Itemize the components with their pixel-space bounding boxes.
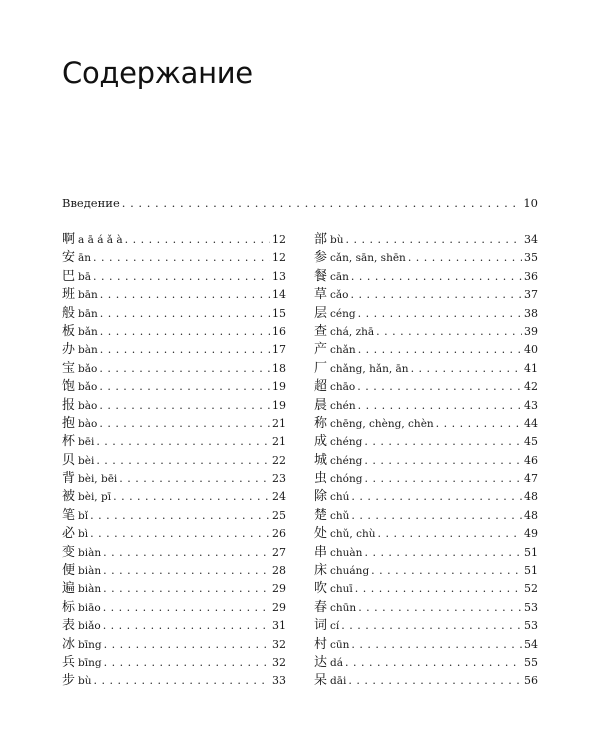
leader-dots bbox=[351, 509, 522, 522]
toc-entry-character: 村 bbox=[314, 636, 328, 652]
toc-entry[interactable] bbox=[62, 430, 286, 448]
toc-entry-pinyin: bǐ bbox=[78, 509, 89, 522]
toc-entry[interactable] bbox=[62, 246, 286, 264]
toc-entry-character: 班 bbox=[62, 287, 76, 303]
toc-entry-page: 42 bbox=[524, 380, 538, 394]
toc-entry-pinyin: dá bbox=[330, 656, 343, 669]
toc-entry-character: 串 bbox=[314, 544, 328, 560]
toc-entry-page: 35 bbox=[524, 251, 538, 265]
toc-entry-page: 54 bbox=[524, 637, 538, 651]
toc-intro-row[interactable] bbox=[62, 196, 538, 210]
toc-entry-character: 抱 bbox=[62, 415, 76, 431]
toc-entry-character: 必 bbox=[62, 526, 76, 542]
toc-entry[interactable] bbox=[314, 283, 538, 301]
toc-entry-page: 27 bbox=[272, 545, 286, 559]
toc-entry[interactable] bbox=[62, 449, 286, 467]
toc-entry-pinyin: bèi, bēi bbox=[78, 473, 118, 486]
toc-entry-character: 查 bbox=[314, 323, 328, 339]
leader-dots bbox=[345, 656, 522, 669]
toc-entry-pinyin: a ā á ǎ à bbox=[78, 234, 123, 246]
toc-entry-character: 被 bbox=[62, 489, 76, 505]
toc-intro-label: Введение bbox=[62, 196, 120, 210]
toc-entry-pinyin: chēng, chèng, chèn bbox=[330, 417, 434, 430]
toc-entry-pinyin: chóng bbox=[330, 473, 363, 486]
leader-dots bbox=[358, 399, 522, 412]
leader-dots bbox=[90, 509, 270, 522]
toc-entry[interactable] bbox=[314, 320, 538, 338]
leader-dots bbox=[99, 362, 270, 375]
toc-entry[interactable] bbox=[62, 651, 286, 669]
toc-entry-character: 层 bbox=[314, 305, 328, 321]
toc-entry-character: 报 bbox=[62, 397, 76, 413]
leader-dots bbox=[103, 546, 270, 559]
leader-dots bbox=[103, 619, 270, 632]
toc-entry-pinyin: bā bbox=[78, 270, 91, 283]
leader-dots bbox=[358, 601, 522, 614]
toc-entry[interactable] bbox=[62, 265, 286, 283]
toc-entry-page: 52 bbox=[524, 582, 538, 596]
toc-entry-pinyin: biǎo bbox=[78, 620, 101, 633]
toc-entry-page: 23 bbox=[272, 472, 286, 486]
toc-entry-pinyin: bēi bbox=[78, 436, 95, 449]
toc-entry[interactable] bbox=[314, 412, 538, 430]
leader-dots bbox=[357, 380, 522, 393]
toc-entry[interactable] bbox=[314, 430, 538, 448]
toc-entry-pinyin: bàn bbox=[78, 344, 98, 357]
toc-entry-pinyin: chǔ bbox=[330, 509, 350, 522]
leader-dots bbox=[94, 674, 271, 687]
toc-entry[interactable] bbox=[314, 559, 538, 577]
leader-dots bbox=[90, 527, 270, 540]
toc-entry-page: 29 bbox=[272, 600, 286, 614]
toc-entry-pinyin: bù bbox=[78, 675, 92, 688]
toc-entry-pinyin: chéng bbox=[330, 454, 363, 467]
toc-entry-pinyin: chá, zhā bbox=[330, 325, 375, 338]
leader-dots bbox=[96, 454, 270, 467]
toc-entry-pinyin: bào bbox=[78, 399, 98, 412]
leader-dots bbox=[104, 638, 270, 651]
toc-entry-page: 31 bbox=[272, 619, 286, 633]
toc-entry-page: 37 bbox=[524, 288, 538, 302]
toc-entry-character: 吹 bbox=[314, 581, 328, 597]
toc-entry[interactable] bbox=[62, 375, 286, 393]
toc-entry-character: 晨 bbox=[314, 397, 328, 413]
toc-entry[interactable] bbox=[314, 375, 538, 393]
toc-entry[interactable] bbox=[314, 302, 538, 320]
toc-entry-pinyin: dāi bbox=[330, 675, 347, 688]
leader-dots bbox=[96, 435, 270, 448]
toc-entry-page: 49 bbox=[524, 527, 538, 541]
toc-entry-pinyin: bì bbox=[78, 528, 89, 541]
leader-dots bbox=[371, 564, 522, 577]
toc-entry[interactable] bbox=[62, 541, 286, 559]
leader-dots bbox=[358, 343, 522, 356]
toc-entry-pinyin: bèi, pī bbox=[78, 491, 112, 504]
toc-entry-page: 25 bbox=[272, 508, 286, 522]
toc-entry[interactable] bbox=[62, 596, 286, 614]
toc-entry-page: 29 bbox=[272, 582, 286, 596]
toc-entry-pinyin: chǎn bbox=[330, 344, 356, 357]
toc-entry-page: 21 bbox=[272, 435, 286, 449]
toc-entry-pinyin: bǎn bbox=[78, 325, 98, 338]
toc-entry-character: 标 bbox=[62, 599, 76, 615]
leader-dots bbox=[411, 362, 522, 375]
toc-entry-character: 宝 bbox=[62, 360, 76, 376]
toc-entry-page: 17 bbox=[272, 343, 286, 357]
toc-entry[interactable] bbox=[62, 394, 286, 412]
toc-entry-pinyin: chú bbox=[330, 491, 350, 504]
leader-dots bbox=[341, 619, 522, 632]
toc-entry[interactable] bbox=[314, 265, 538, 283]
toc-entry[interactable] bbox=[314, 246, 538, 264]
toc-entry-page: 34 bbox=[524, 233, 538, 246]
toc-entry-pinyin: biàn bbox=[78, 546, 102, 559]
leader-dots bbox=[119, 472, 270, 485]
toc-entry-page: 21 bbox=[272, 416, 286, 430]
toc-entry-character: 餐 bbox=[314, 268, 328, 284]
leader-dots bbox=[436, 417, 522, 430]
toc-entry-page: 33 bbox=[272, 674, 286, 688]
leader-dots bbox=[104, 656, 270, 669]
toc-entry-page: 55 bbox=[524, 655, 538, 669]
toc-entry-pinyin: bèi bbox=[78, 454, 95, 467]
toc-entry[interactable] bbox=[62, 302, 286, 320]
toc-entry-character: 板 bbox=[62, 323, 76, 339]
toc-entry-page: 19 bbox=[272, 398, 286, 412]
toc-entry-character: 成 bbox=[314, 434, 328, 450]
toc-entry-pinyin: cǎo bbox=[330, 289, 349, 302]
toc-entry[interactable] bbox=[62, 504, 286, 522]
leader-dots bbox=[408, 251, 522, 264]
leader-dots bbox=[99, 399, 270, 412]
toc-entry-pinyin: chūn bbox=[330, 601, 357, 614]
toc-entry-character: 般 bbox=[62, 305, 76, 321]
toc-entry-character: 啊 bbox=[62, 232, 76, 247]
toc-entry[interactable] bbox=[314, 614, 538, 632]
toc-entry-character: 参 bbox=[314, 250, 328, 266]
leader-dots bbox=[99, 417, 270, 430]
toc-entry-character: 产 bbox=[314, 342, 328, 358]
toc-entry[interactable] bbox=[62, 559, 286, 577]
toc-entry-page: 36 bbox=[524, 269, 538, 283]
toc-entry[interactable] bbox=[314, 633, 538, 651]
toc-entry-page: 40 bbox=[524, 343, 538, 357]
leader-dots bbox=[100, 343, 270, 356]
toc-entry-page: 41 bbox=[524, 361, 538, 375]
toc-entry-pinyin: chén bbox=[330, 399, 356, 412]
leader-dots bbox=[378, 527, 522, 540]
toc-entry-pinyin: bīng bbox=[78, 656, 102, 669]
toc-entry-page: 14 bbox=[272, 288, 286, 302]
toc-entry-pinyin: chuáng bbox=[330, 565, 370, 578]
leader-dots bbox=[376, 325, 522, 338]
toc-entry-page: 16 bbox=[272, 324, 286, 338]
toc-entry-page: 53 bbox=[524, 600, 538, 614]
leader-dots bbox=[100, 325, 270, 338]
toc-entry-pinyin: biàn bbox=[78, 583, 102, 596]
toc-entry-character: 步 bbox=[62, 673, 76, 689]
toc-entry[interactable] bbox=[314, 467, 538, 485]
toc-entry-page: 32 bbox=[272, 637, 286, 651]
toc-entry-character: 城 bbox=[314, 452, 328, 468]
toc-entry[interactable] bbox=[314, 357, 538, 375]
toc-entry[interactable] bbox=[62, 467, 286, 485]
leader-dots bbox=[93, 251, 270, 264]
toc-entry-character: 春 bbox=[314, 599, 328, 615]
toc-entry-page: 13 bbox=[272, 269, 286, 283]
toc-entry-character: 处 bbox=[314, 526, 328, 542]
leader-dots bbox=[346, 233, 523, 246]
toc-entry-page: 51 bbox=[524, 564, 538, 578]
leader-dots bbox=[122, 196, 522, 210]
toc-entry[interactable] bbox=[62, 357, 286, 375]
toc-entry[interactable] bbox=[314, 651, 538, 669]
leader-dots bbox=[364, 454, 522, 467]
toc-entry[interactable] bbox=[314, 577, 538, 595]
toc-entry-character: 安 bbox=[62, 250, 76, 266]
toc-entry-pinyin: biāo bbox=[78, 601, 101, 614]
leader-dots bbox=[364, 472, 522, 485]
toc-entry-pinyin: cǎn, sān, shēn bbox=[330, 252, 406, 265]
toc-entry-character: 超 bbox=[314, 379, 328, 395]
leader-dots bbox=[99, 380, 270, 393]
toc-entry-page: 45 bbox=[524, 435, 538, 449]
leader-dots bbox=[355, 582, 522, 595]
toc-entry[interactable] bbox=[62, 522, 286, 540]
toc-entry-character: 饱 bbox=[62, 379, 76, 395]
toc-entry-page: 28 bbox=[272, 564, 286, 578]
toc-entry-page: 39 bbox=[524, 324, 538, 338]
toc-entry[interactable] bbox=[314, 485, 538, 503]
toc-entry-character: 兵 bbox=[62, 654, 76, 670]
toc-entry-pinyin: chuàn bbox=[330, 546, 363, 559]
toc-left-column bbox=[62, 228, 286, 688]
toc-entry-character: 床 bbox=[314, 563, 328, 579]
toc-entry-character: 部 bbox=[314, 232, 328, 247]
toc-entry-page: 43 bbox=[524, 398, 538, 412]
toc-entry-page: 18 bbox=[272, 361, 286, 375]
leader-dots bbox=[351, 638, 522, 651]
leader-dots bbox=[100, 307, 270, 320]
toc-entry-pinyin: céng bbox=[330, 307, 356, 320]
toc-entry-page: 15 bbox=[272, 306, 286, 320]
toc-entry-pinyin: bǎo bbox=[78, 362, 98, 375]
leader-dots bbox=[348, 674, 522, 687]
toc-entry-pinyin: cí bbox=[330, 620, 340, 633]
toc-entry-page: 51 bbox=[524, 545, 538, 559]
leader-dots bbox=[93, 270, 270, 283]
toc-entry[interactable] bbox=[62, 633, 286, 651]
toc-entry[interactable] bbox=[62, 320, 286, 338]
toc-entry-page: 56 bbox=[524, 674, 538, 688]
toc-entry-page: 47 bbox=[524, 472, 538, 486]
leader-dots bbox=[350, 288, 522, 301]
leader-dots bbox=[100, 288, 270, 301]
leader-dots bbox=[103, 564, 270, 577]
leader-dots bbox=[358, 307, 522, 320]
leader-dots bbox=[364, 435, 522, 448]
leader-dots bbox=[103, 601, 270, 614]
toc-entry[interactable] bbox=[314, 449, 538, 467]
toc-entry[interactable] bbox=[62, 412, 286, 430]
leader-dots bbox=[364, 546, 522, 559]
toc-entry-pinyin: biàn bbox=[78, 565, 102, 578]
toc-entry-page: 12 bbox=[272, 233, 286, 246]
leader-dots bbox=[351, 270, 522, 283]
toc-entry-pinyin: bān bbox=[78, 289, 98, 302]
toc-entry-character: 草 bbox=[314, 287, 328, 303]
toc-entry-pinyin: ān bbox=[78, 252, 92, 265]
toc-right-column bbox=[314, 228, 538, 688]
toc-entry-page: 38 bbox=[524, 306, 538, 320]
toc-entry-character: 厂 bbox=[314, 360, 328, 376]
toc-entry-pinyin: chéng bbox=[330, 436, 363, 449]
toc-entry-character: 呆 bbox=[314, 673, 328, 689]
toc-entry-character: 巴 bbox=[62, 268, 76, 284]
toc-entry-character: 贝 bbox=[62, 452, 76, 468]
leader-dots bbox=[113, 490, 270, 503]
toc-entry[interactable] bbox=[314, 338, 538, 356]
toc-entry-character: 楚 bbox=[314, 507, 328, 523]
toc-entry-character: 遍 bbox=[62, 581, 76, 597]
toc-entry-pinyin: bān bbox=[78, 307, 98, 320]
toc-entry-character: 背 bbox=[62, 471, 76, 487]
toc-entry-character: 词 bbox=[314, 618, 328, 634]
leader-dots bbox=[103, 582, 270, 595]
toc-entry[interactable] bbox=[314, 522, 538, 540]
toc-entry-page: 46 bbox=[524, 453, 538, 467]
toc-entry-page: 48 bbox=[524, 508, 538, 522]
toc-entry-page: 19 bbox=[272, 380, 286, 394]
toc-entry-page: 12 bbox=[272, 251, 286, 265]
toc-entry-character: 虫 bbox=[314, 471, 328, 487]
toc-entry-page: 44 bbox=[524, 416, 538, 430]
toc-entry-pinyin: bīng bbox=[78, 638, 102, 651]
toc-entry[interactable] bbox=[314, 596, 538, 614]
toc-entry-character: 称 bbox=[314, 415, 328, 431]
toc-entry[interactable] bbox=[314, 504, 538, 522]
toc-entry-character: 变 bbox=[62, 544, 76, 560]
leader-dots bbox=[351, 490, 522, 503]
toc-entry[interactable] bbox=[314, 228, 538, 246]
toc-entry-page: 32 bbox=[272, 655, 286, 669]
toc-entry-pinyin: bào bbox=[78, 417, 98, 430]
toc-entry-pinyin: bǎo bbox=[78, 381, 98, 394]
toc-entry-pinyin: cūn bbox=[330, 638, 350, 651]
toc-entry-pinyin: chǔ, chù bbox=[330, 528, 376, 541]
toc-entry[interactable] bbox=[62, 338, 286, 356]
toc-entry-character: 办 bbox=[62, 342, 76, 358]
toc-intro-page: 10 bbox=[523, 196, 538, 210]
toc-entry-character: 便 bbox=[62, 563, 76, 579]
toc-entry[interactable] bbox=[62, 614, 286, 632]
toc-entry-character: 杯 bbox=[62, 434, 76, 450]
toc-entry[interactable] bbox=[62, 577, 286, 595]
toc-entry[interactable] bbox=[62, 228, 286, 246]
toc-entry-pinyin: chuī bbox=[330, 583, 353, 596]
toc-entry-character: 笔 bbox=[62, 507, 76, 523]
toc-entry-page: 48 bbox=[524, 490, 538, 504]
toc-entry[interactable] bbox=[314, 541, 538, 559]
toc-entry-pinyin: cān bbox=[330, 270, 349, 283]
toc-entry-page: 24 bbox=[272, 490, 286, 504]
toc-entry-pinyin: bù bbox=[330, 234, 344, 246]
toc-entry-pinyin: chāo bbox=[330, 381, 356, 394]
toc-entry[interactable] bbox=[314, 394, 538, 412]
toc-entry-page: 26 bbox=[272, 527, 286, 541]
page-title: Содержание bbox=[62, 56, 253, 90]
toc-entry-page: 53 bbox=[524, 619, 538, 633]
toc-entry-character: 冰 bbox=[62, 636, 76, 652]
toc-entry-character: 表 bbox=[62, 618, 76, 634]
toc-entry-page: 22 bbox=[272, 453, 286, 467]
toc-entry-character: 除 bbox=[314, 489, 328, 505]
toc-entry-pinyin: chǎng, hǎn, ān bbox=[330, 362, 409, 375]
toc-entry[interactable] bbox=[314, 669, 538, 687]
toc-entry[interactable] bbox=[62, 485, 286, 503]
leader-dots bbox=[125, 233, 270, 246]
toc-entry-character: 达 bbox=[314, 654, 328, 670]
toc-entry[interactable] bbox=[62, 669, 286, 687]
toc-entry[interactable] bbox=[62, 283, 286, 301]
